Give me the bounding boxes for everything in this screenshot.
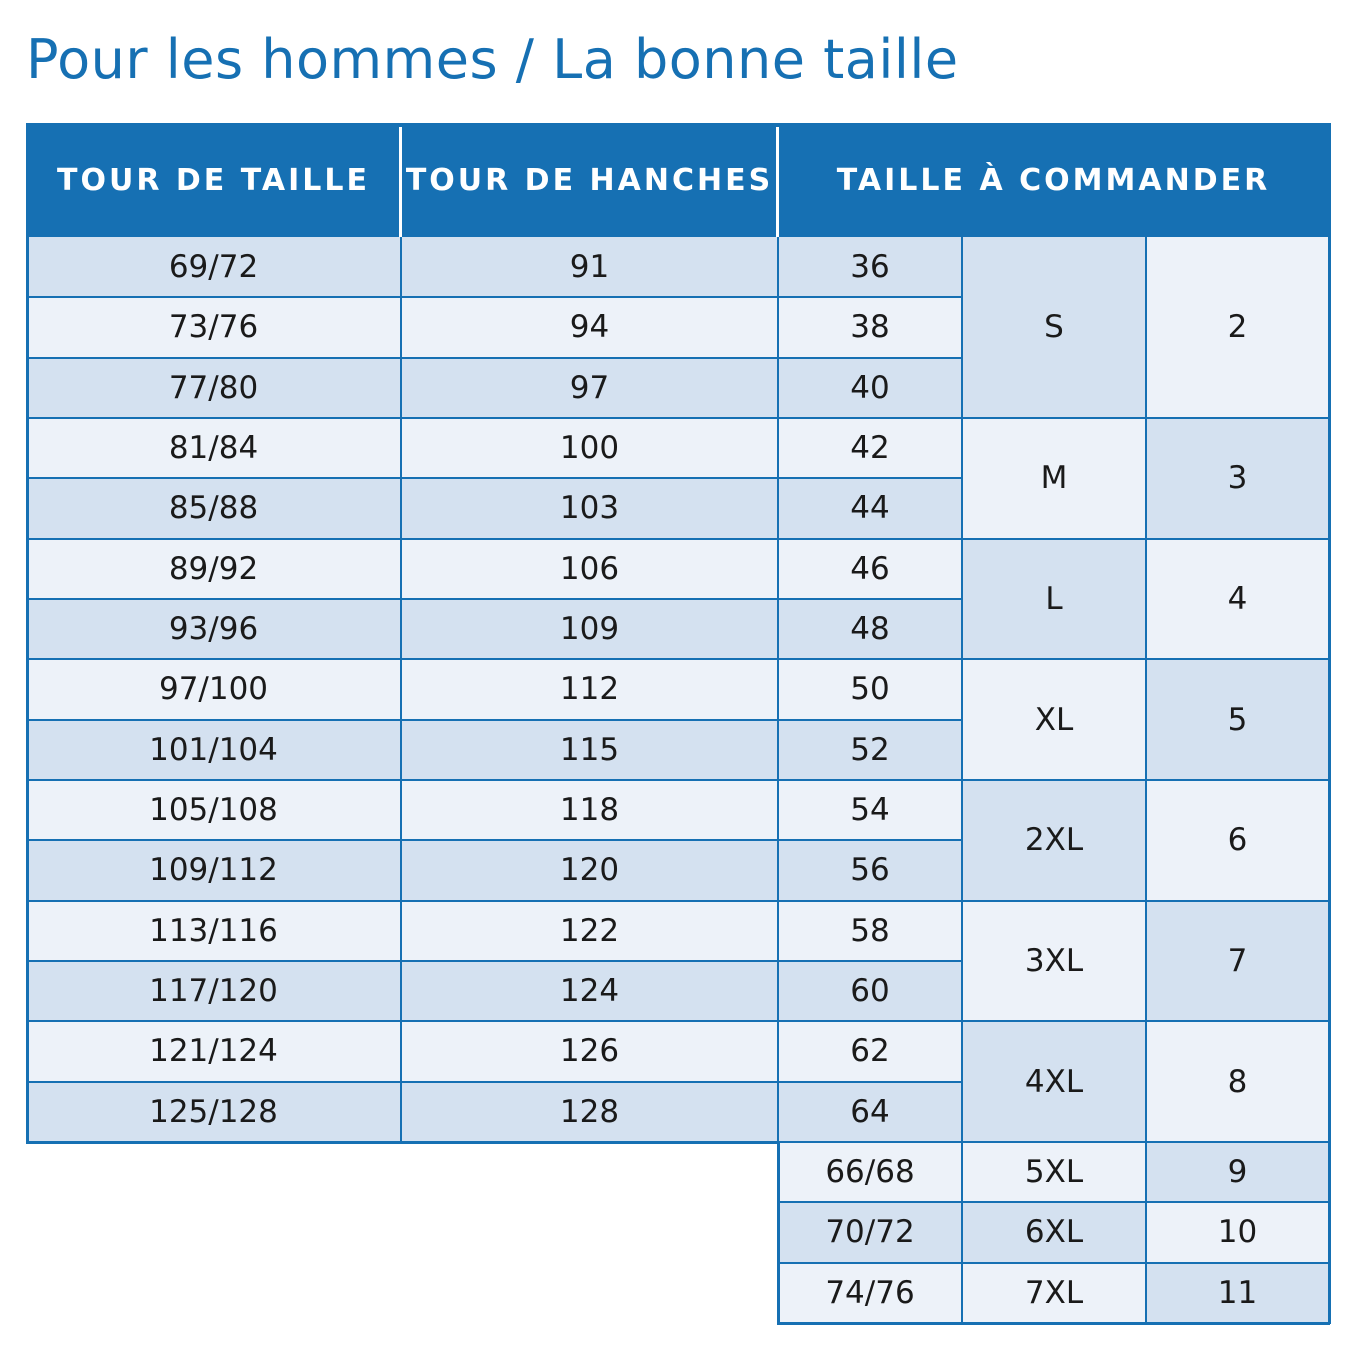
header-order-size: TAILLE À COMMANDER	[778, 123, 1329, 237]
number-size-cell: 3	[1146, 418, 1329, 539]
row-divider	[26, 357, 962, 359]
letter-size-cell: XL	[962, 659, 1146, 780]
hips-cell: 122	[401, 901, 778, 961]
order-size-cell: 48	[778, 599, 962, 659]
table-border-step	[26, 1141, 778, 1144]
row-divider	[26, 538, 962, 540]
number-size-cell: 10	[1146, 1202, 1329, 1262]
row-divider	[26, 296, 962, 298]
table-border-left	[26, 123, 29, 1143]
order-size-cell: 58	[778, 901, 962, 961]
row-divider	[26, 598, 962, 600]
order-size-cell: 46	[778, 539, 962, 599]
row-divider	[26, 779, 962, 781]
hips-cell: 100	[401, 418, 778, 478]
number-size-cell: 2	[1146, 237, 1329, 418]
waist-cell: 89/92	[26, 539, 401, 599]
order-size-cell: 62	[778, 1021, 962, 1081]
number-size-cell: 11	[1146, 1263, 1329, 1323]
row-divider	[26, 900, 962, 902]
header-waist: TOUR DE TAILLE	[26, 123, 401, 237]
waist-cell: 125/128	[26, 1082, 401, 1142]
column-divider	[961, 237, 963, 1323]
waist-cell: 85/88	[26, 478, 401, 538]
hips-cell: 115	[401, 720, 778, 780]
number-size-cell: 9	[1146, 1142, 1329, 1202]
row-divider	[26, 1081, 962, 1083]
letter-size-cell: 3XL	[962, 901, 1146, 1022]
number-size-cell: 4	[1146, 539, 1329, 660]
header-hips: TOUR DE HANCHES	[401, 123, 778, 237]
hips-cell: 118	[401, 780, 778, 840]
column-divider	[1145, 237, 1147, 1323]
letter-size-cell: S	[962, 237, 1146, 418]
order-size-cell: 44	[778, 478, 962, 538]
order-size-cell: 70/72	[778, 1202, 962, 1262]
row-divider	[26, 839, 962, 841]
hips-cell: 126	[401, 1021, 778, 1081]
waist-cell: 105/108	[26, 780, 401, 840]
letter-size-cell: L	[962, 539, 1146, 660]
waist-cell: 81/84	[26, 418, 401, 478]
waist-cell: 109/112	[26, 840, 401, 900]
order-size-cell: 50	[778, 659, 962, 719]
order-size-cell: 64	[778, 1082, 962, 1142]
hips-cell: 124	[401, 961, 778, 1021]
row-divider	[778, 1262, 962, 1264]
table-border-bottom	[777, 1322, 1330, 1325]
order-size-cell: 74/76	[778, 1263, 962, 1323]
hips-cell: 120	[401, 840, 778, 900]
hips-cell: 112	[401, 659, 778, 719]
waist-cell: 93/96	[26, 599, 401, 659]
hips-cell: 97	[401, 358, 778, 418]
row-divider	[26, 658, 962, 660]
header-separator	[776, 127, 779, 237]
table-border-top	[26, 123, 1331, 127]
order-size-cell: 60	[778, 961, 962, 1021]
waist-cell: 73/76	[26, 297, 401, 357]
letter-size-cell: 2XL	[962, 780, 1146, 901]
row-divider	[26, 477, 962, 479]
order-size-cell: 66/68	[778, 1142, 962, 1202]
waist-cell: 101/104	[26, 720, 401, 780]
number-size-cell: 5	[1146, 659, 1329, 780]
order-size-cell: 40	[778, 358, 962, 418]
waist-cell: 97/100	[26, 659, 401, 719]
row-divider	[778, 1201, 962, 1203]
letter-size-cell: 6XL	[962, 1202, 1146, 1262]
waist-cell: 77/80	[26, 358, 401, 418]
number-size-cell: 6	[1146, 780, 1329, 901]
waist-cell: 113/116	[26, 901, 401, 961]
order-size-cell: 38	[778, 297, 962, 357]
row-divider	[778, 1141, 962, 1143]
order-size-cell: 52	[778, 720, 962, 780]
table-border-step-left	[777, 1141, 780, 1324]
hips-cell: 106	[401, 539, 778, 599]
row-divider	[26, 1020, 962, 1022]
hips-cell: 91	[401, 237, 778, 297]
table-border-right	[1328, 123, 1331, 1324]
order-size-cell: 56	[778, 840, 962, 900]
number-size-cell: 7	[1146, 901, 1329, 1022]
row-divider	[26, 719, 962, 721]
waist-cell: 117/120	[26, 961, 401, 1021]
letter-size-cell: 7XL	[962, 1263, 1146, 1323]
hips-cell: 103	[401, 478, 778, 538]
header-separator	[399, 127, 402, 237]
hips-cell: 128	[401, 1082, 778, 1142]
row-divider	[26, 417, 962, 419]
waist-cell: 69/72	[26, 237, 401, 297]
number-size-cell: 8	[1146, 1021, 1329, 1142]
order-size-cell: 54	[778, 780, 962, 840]
hips-cell: 109	[401, 599, 778, 659]
order-size-cell: 42	[778, 418, 962, 478]
waist-cell: 121/124	[26, 1021, 401, 1081]
letter-size-cell: 5XL	[962, 1142, 1146, 1202]
page-title: Pour les hommes / La bonne taille	[26, 28, 959, 91]
column-divider	[400, 237, 402, 1142]
letter-size-cell: 4XL	[962, 1021, 1146, 1142]
order-size-cell: 36	[778, 237, 962, 297]
letter-size-cell: M	[962, 418, 1146, 539]
row-divider	[26, 960, 962, 962]
hips-cell: 94	[401, 297, 778, 357]
